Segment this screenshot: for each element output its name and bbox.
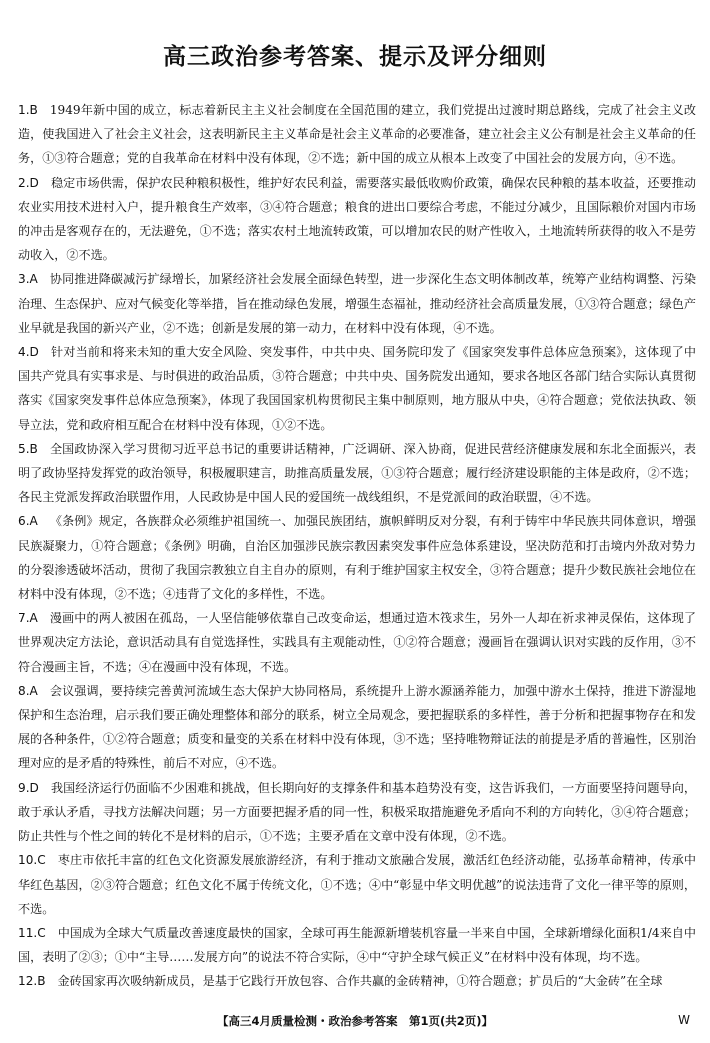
- answer-item: [18, 921, 696, 969]
- item-number: 2.: [18, 175, 30, 190]
- item-explanation: 漫画中的两人被困在孤岛，一人坚信能够依靠自己改变命运，想通过造木筏求生，另外一人却在祈求神灵保佑，这体现了世界观决定方法论，意识活动具有自觉选择性，实践具有主观能动性，①②符合题意；漫画旨在强调认识对实践的反作用，③不符合漫画主旨，不选；④在漫画中没有体现，不选。: [18, 611, 696, 674]
- item-answer: A: [29, 272, 38, 287]
- item-answer: B: [37, 974, 46, 989]
- document-title: 高三政治参考答案、提示及评分细则: [163, 44, 547, 70]
- item-explanation: 金砖国家再次吸纳新成员，是基于它践行开放包容、合作共赢的金砖精神，①符合题意；扩员后的“大金砖”在全球: [57, 974, 663, 989]
- item-answer: D: [29, 345, 39, 360]
- item-number: 10.: [18, 853, 38, 868]
- answer-item: [18, 776, 696, 849]
- item-number: 12.: [18, 974, 38, 989]
- item-explanation: 稳定市场供需，保护农民种粮积极性，维护好农民利益，需要落实最低收购价政策，确保农民种粮的基本收益，还要推动农业实用技术进村入户，提升粮食生产效率，③④符合题意；粮食的进出口要综合考虑，不能过分减少，且国际粮价对国内市场的冲击是客观存在的，无法避免，①不选；落实农村土地流转政策，可以增加农民的财产性收入，土地流转所获得的收入不是劳动收入，②不选。: [18, 175, 696, 263]
- item-answer: A: [29, 611, 38, 626]
- item-number: 7.: [18, 611, 30, 626]
- item-explanation: 中国成为全球大气质量改善速度最快的国家，全球可再生能源新增装机容量一半来自中国，全球新增绿化面积1/4来自中国，表明了②③；①中“主导……发展方向”的说法不符合实际，④中“守护全球气候正义”在材料中没有体现，均不选。: [18, 925, 696, 965]
- item-explanation: 《条例》规定，各族群众必须维护祖国统一、加强民族团结，旗帜鲜明反对分裂，有利于铸牢中华民族共同体意识，增强民族凝聚力，①符合题意；《条例》明确，自治区加强涉民族宗教因素突发事件应急体系建设，坚决防范和打击境内外敌对势力的分裂渗透破坏活动，贯彻了我国宗教独立自主自办的原则，有利于维护国家主权安全，③符合题意；提升少数民族社会地位在材料中没有体现，②不选；④违背了文化的多样性，不选。: [18, 514, 696, 602]
- item-answer: D: [29, 780, 39, 795]
- item-explanation: 我国经济运行仍面临不少困难和挑战，但长期向好的支撑条件和基本趋势没有变，这告诉我们，一方面要坚持问题导向，敢于承认矛盾，寻找方法解决问题；另一方面要把握矛盾的同一性，积极采取措施避免矛盾向不利的方向转化，③④符合题意；防止共性与个性之间的转化不是材料的启示，①不选；主要矛盾在文章中没有体现，②不选。: [18, 780, 696, 844]
- item-explanation: 会议强调，要持续完善黄河流域生态大保护大协同格局，系统提升上游水源涵养能力，加强中游水土保持，推进下游湿地保护和生态治理，启示我们要正确处理整体和部分的联系，树立全局观念，要把握联系的多样性，善于分析和把握事物存在和发展的各种条件，①②符合题意；质变和量变的关系在材料中没有体现，③不选；坚持唯物辩证法的前提是矛盾的普遍性，区别治理对应的是矛盾的特殊性，前后不对应，④不选。: [18, 683, 696, 771]
- answer-item: [18, 437, 696, 510]
- item-number: 8.: [18, 683, 30, 698]
- item-explanation: 1949年新中国的成立，标志着新民主主义社会制度在全国范围的建立，我们党提出过渡时期总路线，完成了社会主义改造，使我国进入了社会主义社会，这表明新民主主义革命是社会主义革命的必要准备，建立社会主义公有制是社会主义革命的任务，①③符合题意；党的自我革命在材料中没有体现，②不选；新中国的成立从根本上改变了中国社会的发展方向，④不选。: [18, 103, 696, 166]
- answer-item: [18, 340, 696, 437]
- answer-list: [18, 98, 696, 994]
- answer-item: [18, 606, 696, 679]
- item-answer: D: [29, 175, 39, 190]
- footer-mark: W: [678, 1013, 690, 1027]
- item-number: 11.: [18, 925, 38, 940]
- item-explanation: 针对当前和将来未知的重大安全风险、突发事件，中共中央、国务院印发了《国家突发事件总体应急预案》，这体现了中国共产党具有实事求是、与时俱进的政治品质，③符合题意；中共中央、国务院发出通知，要求各地区各部门结合实际认真贯彻落实《国家突发事件总体应急预案》，体现了我国国家机构贯彻民主集中制原则，地方服从中央，④符合题意；党依法执政、领导立法，党和政府相互配合在材料中没有体现，①②不选。: [18, 345, 696, 432]
- item-explanation: 全国政协深入学习贯彻习近平总书记的重要讲话精神，广泛调研、深入协商，促进民营经济健康发展和东北全面振兴，表明了政协坚持发挥党的政治领导，积极履职建言，助推高质量发展，①③符合题意；履行经济建设职能的主体是政府，②不选；各民主党派发挥政治联盟作用，人民政协是中国人民的爱国统一战线组织，不是党派间的政治联盟，④不选。: [18, 441, 696, 505]
- item-answer: B: [29, 441, 38, 456]
- item-number: 9.: [18, 780, 30, 795]
- item-answer: C: [37, 853, 46, 868]
- answer-item: [18, 267, 696, 340]
- answer-item: [18, 171, 696, 268]
- answer-item: [18, 969, 696, 993]
- item-answer: A: [29, 514, 38, 529]
- item-number: 5.: [18, 441, 30, 456]
- answer-item: [18, 98, 696, 171]
- item-number: 3.: [18, 272, 30, 287]
- item-number: 4.: [18, 345, 30, 360]
- item-answer: A: [29, 683, 38, 698]
- item-answer: C: [37, 925, 46, 940]
- item-answer: B: [29, 103, 38, 117]
- item-explanation: 枣庄市依托丰富的红色文化资源发展旅游经济，有利于推动文旅融合发展，激活红色经济动能，弘扬革命精神，传承中华红色基因，②③符合题意；红色文化不属于传统文化，①不选；④中“彰显中华文明优越”的说法违背了文化一律平等的原则，不选。: [18, 853, 696, 916]
- answer-item: [18, 679, 696, 776]
- item-number: 1.: [18, 103, 30, 117]
- answer-item: [18, 509, 696, 606]
- item-number: 6.: [18, 514, 30, 529]
- answer-item: [18, 848, 696, 921]
- page-footer: 【高三4月质量检测・政治参考答案 第1页(共2页)】: [216, 1014, 493, 1028]
- item-explanation: 协同推进降碳减污扩绿增长，加紧经济社会发展全面绿色转型，进一步深化生态文明体制改革，统筹产业结构调整、污染治理、生态保护、应对气候变化等举措，旨在推动绿色发展，增强生态福祉，推动经济社会高质量发展，①③符合题意；绿色产业早就是我国的新兴产业，②不选；创新是发展的第一动力，在材料中没有体现，④不选。: [18, 272, 696, 335]
